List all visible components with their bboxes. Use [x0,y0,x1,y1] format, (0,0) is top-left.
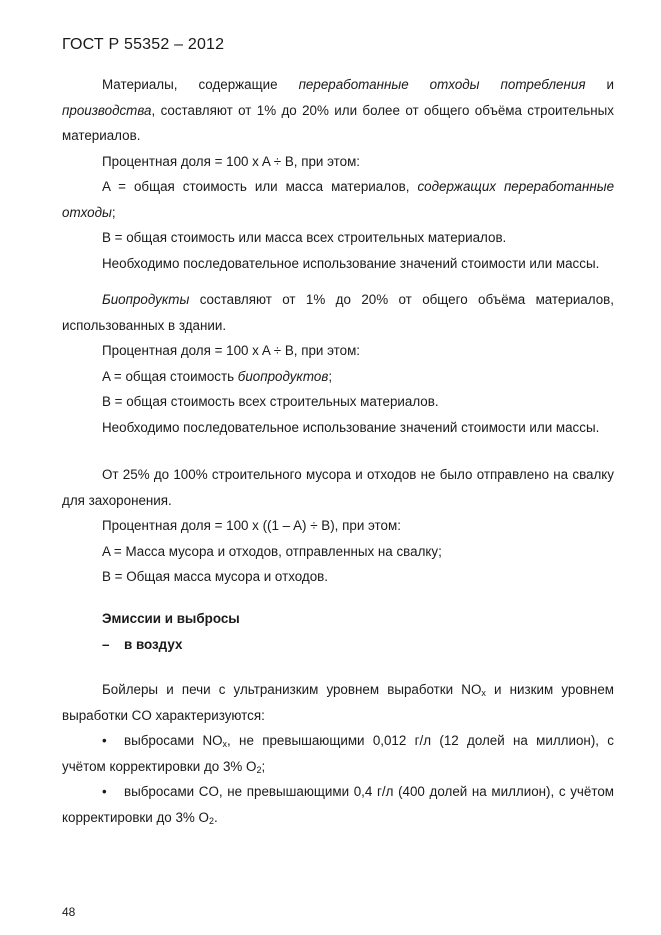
recycled-paragraph [62,72,614,149]
air-subheading [102,633,614,657]
subscript: 2 [208,815,214,826]
recycled-definition-b: B = общая стоимость или масса всех строительных материалов. [102,230,507,245]
text-fragment: , составляют от 1% до 20% или более от общего объёма строительных материалов. [62,102,614,143]
text-fragment: выбросами CO, не превышающими 0,4 г/л (400 долей на миллион), с учётом корректировки до 3% O [62,784,614,825]
subheading-label: в воздух [124,637,183,652]
bio-paragraph [62,287,614,338]
waste-paragraph: От 25% до 100% строительного мусора и отходов не было отправлено на свалку для захоронения. [62,467,614,508]
text-fragment: A = общая стоимость или масса материалов, [102,179,418,194]
recycled-note: Необходимо последовательное использование значений стоимости или массы. [102,255,600,271]
italic-term: Биопродукты [102,292,190,307]
list-item-co [62,779,614,830]
text-fragment: и [585,77,615,92]
recycled-definition-a [62,174,614,225]
text-fragment: ; [328,368,333,384]
waste-formula: Процентная доля = 100 x ((1 – A) ÷ B), при этом: [102,518,401,533]
bullet-icon: • [102,733,107,748]
list-item-nox [62,728,614,779]
page-number: 48 [62,905,76,919]
text-fragment: ; [261,758,266,774]
waste-definition-a: A = Масса мусора и отходов, отправленных на свалку; [102,543,442,559]
italic-term: содержащих переработанные отходы [62,179,615,220]
italic-term: переработанные отходы потребления [298,77,586,92]
text-fragment: Материалы, содержащие [102,77,299,92]
italic-term: производства [62,102,152,118]
text-fragment: составляют от 1% до 20% от общего объёма материалов, использованных в здании. [62,292,614,333]
subscript: 2 [256,764,262,775]
dash-marker: – [102,637,110,652]
text-fragment: Бойлеры и печи с ультранизким уровнем выработки NO [102,682,482,697]
bio-note: Необходимо последовательное использование значений стоимости или массы. [102,419,600,435]
italic-term: биопродуктов [237,368,329,384]
text-fragment: . [213,809,218,825]
page-body [62,72,614,830]
bio-formula: Процентная доля = 100 x A ÷ B, при этом: [102,343,361,358]
emissions-intro [62,677,614,728]
bio-definition-a [62,364,614,390]
subscript: x [222,739,228,749]
waste-definition-b: B = Общая масса мусора и отходов. [102,569,329,584]
bullet-icon: • [102,784,107,799]
recycled-formula: Процентная доля = 100 x A ÷ B, при этом: [102,153,361,169]
text-fragment: ; [111,204,116,220]
text-fragment: выбросами NO [124,733,223,748]
subscript: x [481,688,486,698]
text-fragment: и низким уровнем выработки CO характеризуются: [62,682,614,723]
bio-definition-b: B = общая стоимость всех строительных материалов. [102,394,439,409]
document-header: ГОСТ Р 55352 – 2012 [62,36,225,53]
emissions-heading: Эмиссии и выбросы [102,610,240,626]
text-fragment: , не превышающими 0,012 г/л (12 долей на миллион), с учётом корректировки до 3% O [62,733,615,774]
text-fragment: A = общая стоимость [102,368,238,384]
